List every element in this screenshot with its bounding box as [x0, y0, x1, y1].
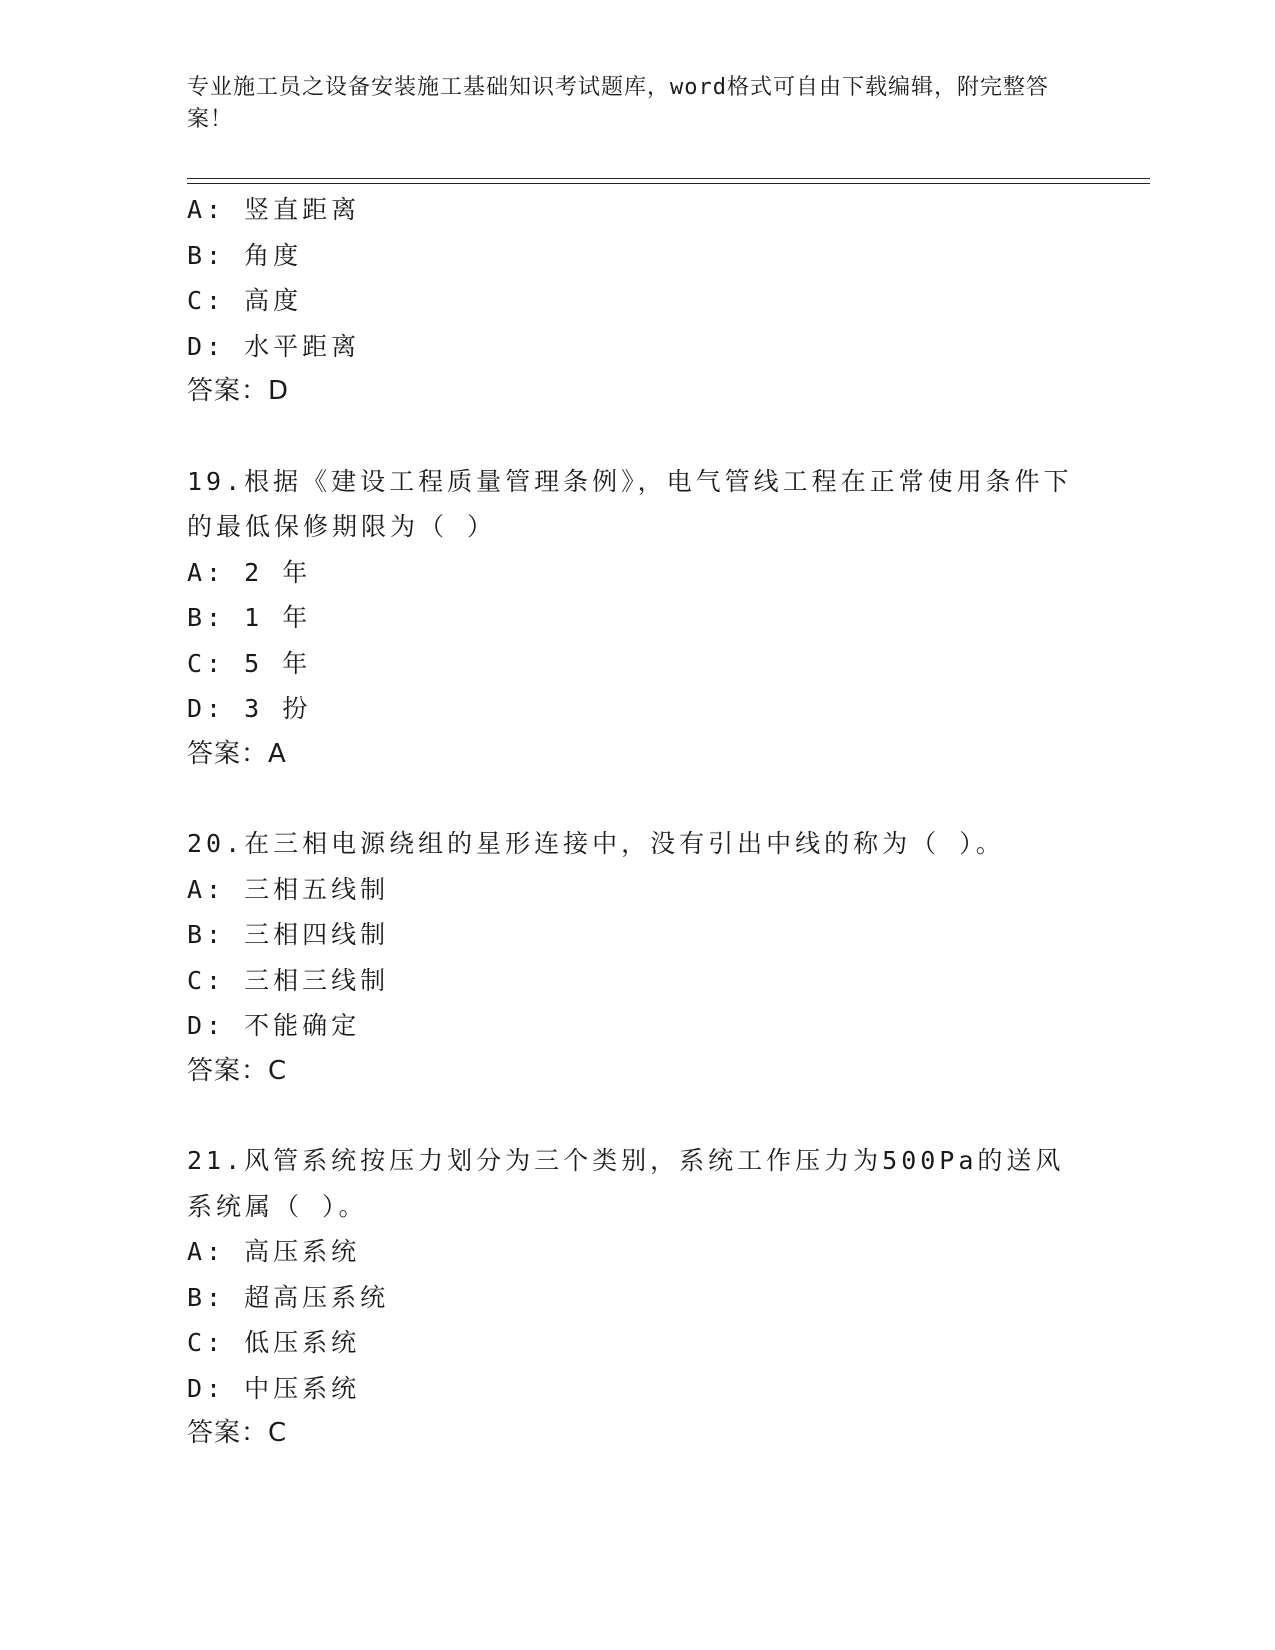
answer: 答案：D [187, 376, 290, 406]
answer: 答案：C [187, 1418, 288, 1448]
option-d: D: 不能确定 [187, 1011, 361, 1040]
option-b: B: 1 年 [187, 603, 312, 632]
header-divider-bottom [187, 183, 1150, 184]
option-a: A: 高压系统 [187, 1237, 361, 1266]
option-b: B: 超高压系统 [187, 1282, 390, 1312]
option-c: C: 低压系统 [187, 1328, 361, 1357]
partial-question [187, 187, 1147, 415]
option-c: C: 高度 [187, 286, 303, 315]
option-c: C: 三相三线制 [187, 965, 390, 995]
header-divider-top [187, 178, 1150, 179]
document-header: 专业施工员之设备安装施工基础知识考试题库，word格式可自由下载编辑，附完整答案！ [187, 75, 1049, 132]
question-21 [187, 1138, 1147, 1457]
option-d: D: 3 扮 [187, 694, 312, 723]
option-a: A: 2 年 [187, 557, 312, 587]
option-a: A: 三相五线制 [187, 874, 390, 904]
answer: 答案：A [187, 738, 287, 769]
option-c: C: 5 年 [187, 648, 312, 678]
question-list [187, 187, 1147, 1457]
question-text: 19.根据《建设工程质量管理条例》，电气管线工程在正常使用条件下的最低保修期限为（ ） [187, 466, 1073, 541]
question-20 [187, 821, 1147, 1094]
option-b: B: 角度 [187, 240, 303, 270]
question-text: 21.风管系统按压力划分为三个类别，系统工作压力为500Pa的送风系统属（ ）。 [187, 1146, 1065, 1221]
answer: 答案：C [187, 1055, 288, 1086]
option-d: D: 中压系统 [187, 1373, 361, 1403]
question-19 [187, 459, 1147, 778]
option-d: D: 水平距离 [187, 331, 361, 361]
option-b: B: 三相四线制 [187, 920, 390, 949]
question-text: 20.在三相电源绕组的星形连接中，没有引出中线的称为（ ）。 [187, 829, 1005, 858]
option-a: A: 竖直距离 [187, 195, 361, 224]
